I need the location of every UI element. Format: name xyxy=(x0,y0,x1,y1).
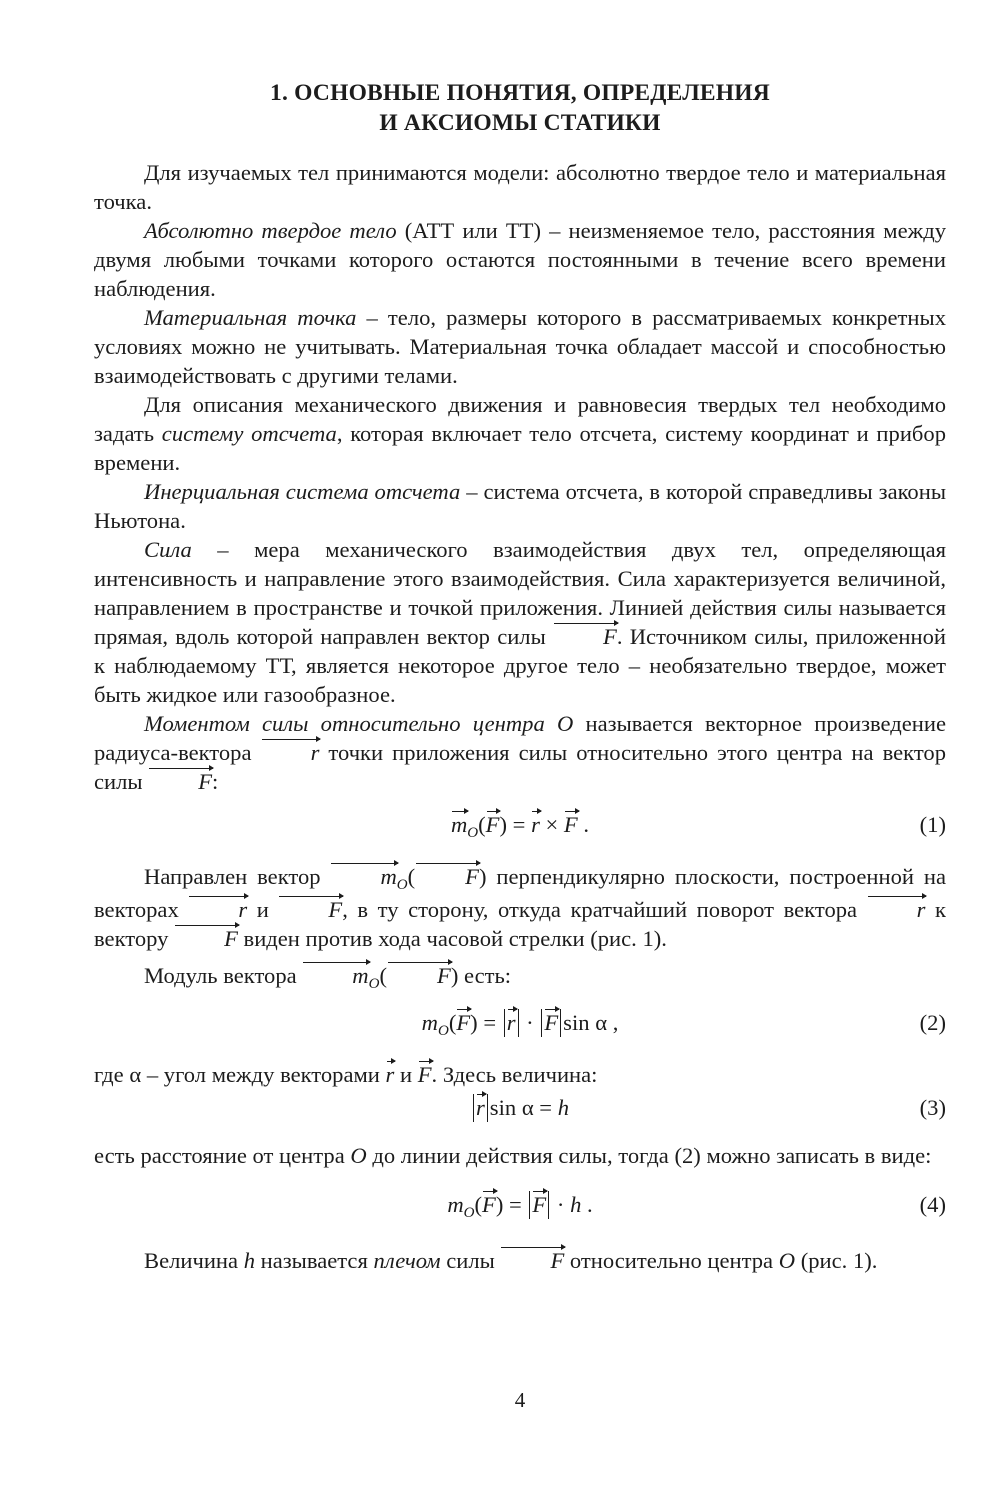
subscript-O: O xyxy=(463,1205,475,1221)
abs-bar xyxy=(487,1094,488,1122)
equation-number-1: (1) xyxy=(919,812,946,837)
term-force: Сила xyxy=(144,537,192,562)
vector-r: r xyxy=(506,1010,516,1035)
text-span: перпендикулярно плоскости, построенной на векторах xyxy=(94,864,946,922)
text-body xyxy=(94,158,946,1275)
vector-F: F xyxy=(174,924,238,953)
symbol-alpha: α xyxy=(595,1010,608,1035)
equation-number-4: (4) xyxy=(919,1192,946,1217)
paragraph-rigid-body xyxy=(94,216,946,303)
text-span: – тело, размеры которого в рассматриваемых конкретных условиях можно не учитывать. Материальная точка обладает массой и способностью взаимодействовать с другими телами. xyxy=(94,305,946,388)
moment-vector-inline xyxy=(302,963,459,992)
vector-F: F xyxy=(417,1062,432,1087)
moment-vector-inline xyxy=(330,864,487,893)
paragraph-distance xyxy=(94,1141,946,1170)
abs-bar xyxy=(548,1191,549,1219)
comma-sign: , xyxy=(607,1010,619,1035)
symbol-h: h xyxy=(570,1192,582,1217)
equation-4-expression xyxy=(94,1190,946,1223)
page-number: 4 xyxy=(514,1388,526,1412)
symbol-m: m xyxy=(330,862,396,891)
text-span: виден против хода часовой стрелки (рис. 1). xyxy=(237,926,667,951)
text-span: (рис. 1). xyxy=(795,1248,878,1273)
equation-2 xyxy=(94,994,946,1052)
text-span: – мера механического взаимодействия двух тел, определяющая интенсивность и направление этого взаимодействия. Сила характеризуется величиной, направлением в пространстве и точкой приложения. Линией действия силы называется прямая, вдоль которой направлен вектор силы xyxy=(94,537,946,649)
equation-1-expression xyxy=(94,810,946,843)
text-span: , в ту сторону, откуда кратчайший поворот вектора xyxy=(342,897,867,922)
paragraph-lever-arm xyxy=(94,1246,946,1275)
vector-r: r xyxy=(531,812,540,837)
symbol-O: O xyxy=(778,1248,796,1273)
text-span: и xyxy=(394,1062,418,1087)
text-span: Направлен вектор xyxy=(144,864,331,889)
subscript-O: O xyxy=(437,1023,449,1039)
section-heading xyxy=(94,78,946,138)
text-span: называется векторное произведение радиуса-вектора xyxy=(94,711,946,765)
symbol-m: m xyxy=(302,961,368,990)
paren-right: ) xyxy=(478,864,487,889)
dot-sign: · xyxy=(551,1192,571,1217)
paren-right: ) xyxy=(499,812,508,837)
subscript-O: O xyxy=(396,877,408,893)
paren-left: ( xyxy=(474,1192,483,1217)
term-inertial-frame: Инерциальная система отсчета xyxy=(144,479,461,504)
equals-sign: = xyxy=(507,812,532,837)
sin-function: sin xyxy=(489,1095,517,1120)
equation-4 xyxy=(94,1170,946,1234)
text-span: относительно центра xyxy=(564,1248,779,1273)
paren-right: ) xyxy=(495,1192,504,1217)
period-sign: . xyxy=(577,812,590,837)
text-span: . Источником силы, приложенной к наблюдаемому ТТ, является некоторое другое тело – необязательно твердое, может быть жидкое или газообразное. xyxy=(94,624,947,707)
vector-F: F xyxy=(456,1010,471,1035)
abs-bar xyxy=(518,1009,519,1037)
term-moment: Моментом силы относительно центра O xyxy=(144,711,574,736)
vector-F: F xyxy=(415,862,479,891)
symbol-alpha: α xyxy=(521,1095,534,1120)
vector-F: F xyxy=(387,961,451,990)
abs-bar xyxy=(560,1009,561,1037)
vector-r: r xyxy=(188,895,247,924)
vector-F: F xyxy=(148,767,212,796)
vector-F: F xyxy=(278,895,342,924)
period-sign: . xyxy=(581,1192,593,1217)
vector-r: r xyxy=(475,1095,485,1120)
paragraph-material-point xyxy=(94,303,946,390)
text-span: , которая включает тело отсчета, систему координат и прибор времени. xyxy=(94,421,947,475)
text-span: Величина xyxy=(144,1248,244,1273)
paragraph-direction xyxy=(94,862,946,953)
text-span: : xyxy=(212,769,219,794)
paragraph-models: Для изучаемых тел принимаются модели: абсолютно твердое тело и материальная точка. xyxy=(94,160,946,214)
text-span: называется xyxy=(254,1248,374,1273)
text-span: силы xyxy=(440,1248,501,1273)
vector-r: r xyxy=(385,1062,395,1087)
equals-sign: = xyxy=(503,1192,528,1217)
heading-line-1: 1. ОСНОВНЫЕ ПОНЯТИЯ, ОПРЕДЕЛЕНИЯ xyxy=(270,80,770,106)
dot-sign: · xyxy=(520,1010,540,1035)
equation-3-expression xyxy=(94,1093,946,1122)
abs-bar xyxy=(529,1191,530,1219)
text-span: (АТТ или ТТ) – неизменяемое тело, расстояния между двумя любыми точками которого остаются постоянными в течение всего времени наблюдения. xyxy=(94,218,946,301)
paragraph-inertial-frame xyxy=(94,477,946,535)
equation-3 xyxy=(94,1089,946,1135)
vector-r: r xyxy=(261,738,320,767)
equals-sign: = xyxy=(477,1010,502,1035)
times-sign: × xyxy=(539,812,564,837)
term-reference-frame: систему отсчета xyxy=(161,421,337,446)
term-rigid-body: Абсолютно твердое тело xyxy=(144,218,397,243)
subscript-O: O xyxy=(467,825,479,841)
equation-1 xyxy=(94,796,946,854)
vector-F: F xyxy=(553,622,617,651)
heading-line-2: И АКСИОМЫ СТАТИКИ xyxy=(379,110,661,136)
text-span: есть расстояние от центра xyxy=(94,1143,351,1168)
symbol-alpha: α xyxy=(129,1062,142,1087)
paren-right: ) xyxy=(450,963,459,988)
equation-2-expression xyxy=(94,1008,946,1041)
symbol-O: O xyxy=(350,1143,367,1168)
term-material-point: Материальная точка xyxy=(144,305,357,330)
abs-bar xyxy=(473,1094,474,1122)
paragraph-reference-frame xyxy=(94,390,946,477)
paragraph-modulus xyxy=(94,961,946,994)
vector-F: F xyxy=(500,1246,564,1275)
paren-left: ( xyxy=(478,812,486,837)
symbol-m: m xyxy=(447,1192,464,1217)
text-span: Для описания механического движения и равновесия твердых тел необходимо задать xyxy=(94,392,946,446)
text-span: к вектору xyxy=(94,897,946,951)
text-span: Модуль вектора xyxy=(144,963,303,988)
abs-bar xyxy=(504,1009,505,1037)
text-span: есть: xyxy=(458,963,512,988)
document-page xyxy=(94,0,946,1486)
text-span: точки приложения силы относительно этого центра на вектор силы xyxy=(94,740,947,794)
vector-r: r xyxy=(867,895,926,924)
text-span: . Здесь величина: xyxy=(431,1062,598,1087)
paren-left: ( xyxy=(448,1010,457,1035)
vector-F: F xyxy=(544,1010,559,1035)
equation-number-3: (3) xyxy=(919,1095,946,1120)
paren-left: ( xyxy=(379,963,387,988)
text-span: до линии действия силы, тогда (2) можно записать в виде: xyxy=(366,1143,932,1168)
text-span: – угол между векторами xyxy=(141,1062,386,1087)
symbol-m: m xyxy=(421,1010,438,1035)
paragraph-force xyxy=(94,535,946,709)
symbol-h: h xyxy=(557,1095,569,1120)
text-span: – система отсчета, в которой справедливы законы Ньютона. xyxy=(94,479,946,533)
vector-F: F xyxy=(482,1192,496,1217)
text-span: и xyxy=(247,897,279,922)
text-span: где xyxy=(94,1062,130,1087)
abs-bar xyxy=(541,1009,542,1037)
paren-right: ) xyxy=(470,1010,478,1035)
vector-F: F xyxy=(563,812,578,837)
sin-function: sin xyxy=(563,1010,590,1035)
vector-F: F xyxy=(485,812,500,837)
term-lever-arm: плечом xyxy=(373,1248,441,1273)
paragraph-alpha xyxy=(94,1060,946,1089)
subscript-O: O xyxy=(368,976,380,992)
symbol-h: h xyxy=(243,1248,255,1273)
vector-F: F xyxy=(532,1192,547,1217)
paren-left: ( xyxy=(407,864,416,889)
equation-number-2: (2) xyxy=(919,1010,946,1035)
equals-sign: = xyxy=(533,1095,558,1120)
symbol-m: m xyxy=(450,812,468,837)
paragraph-moment xyxy=(94,709,946,796)
